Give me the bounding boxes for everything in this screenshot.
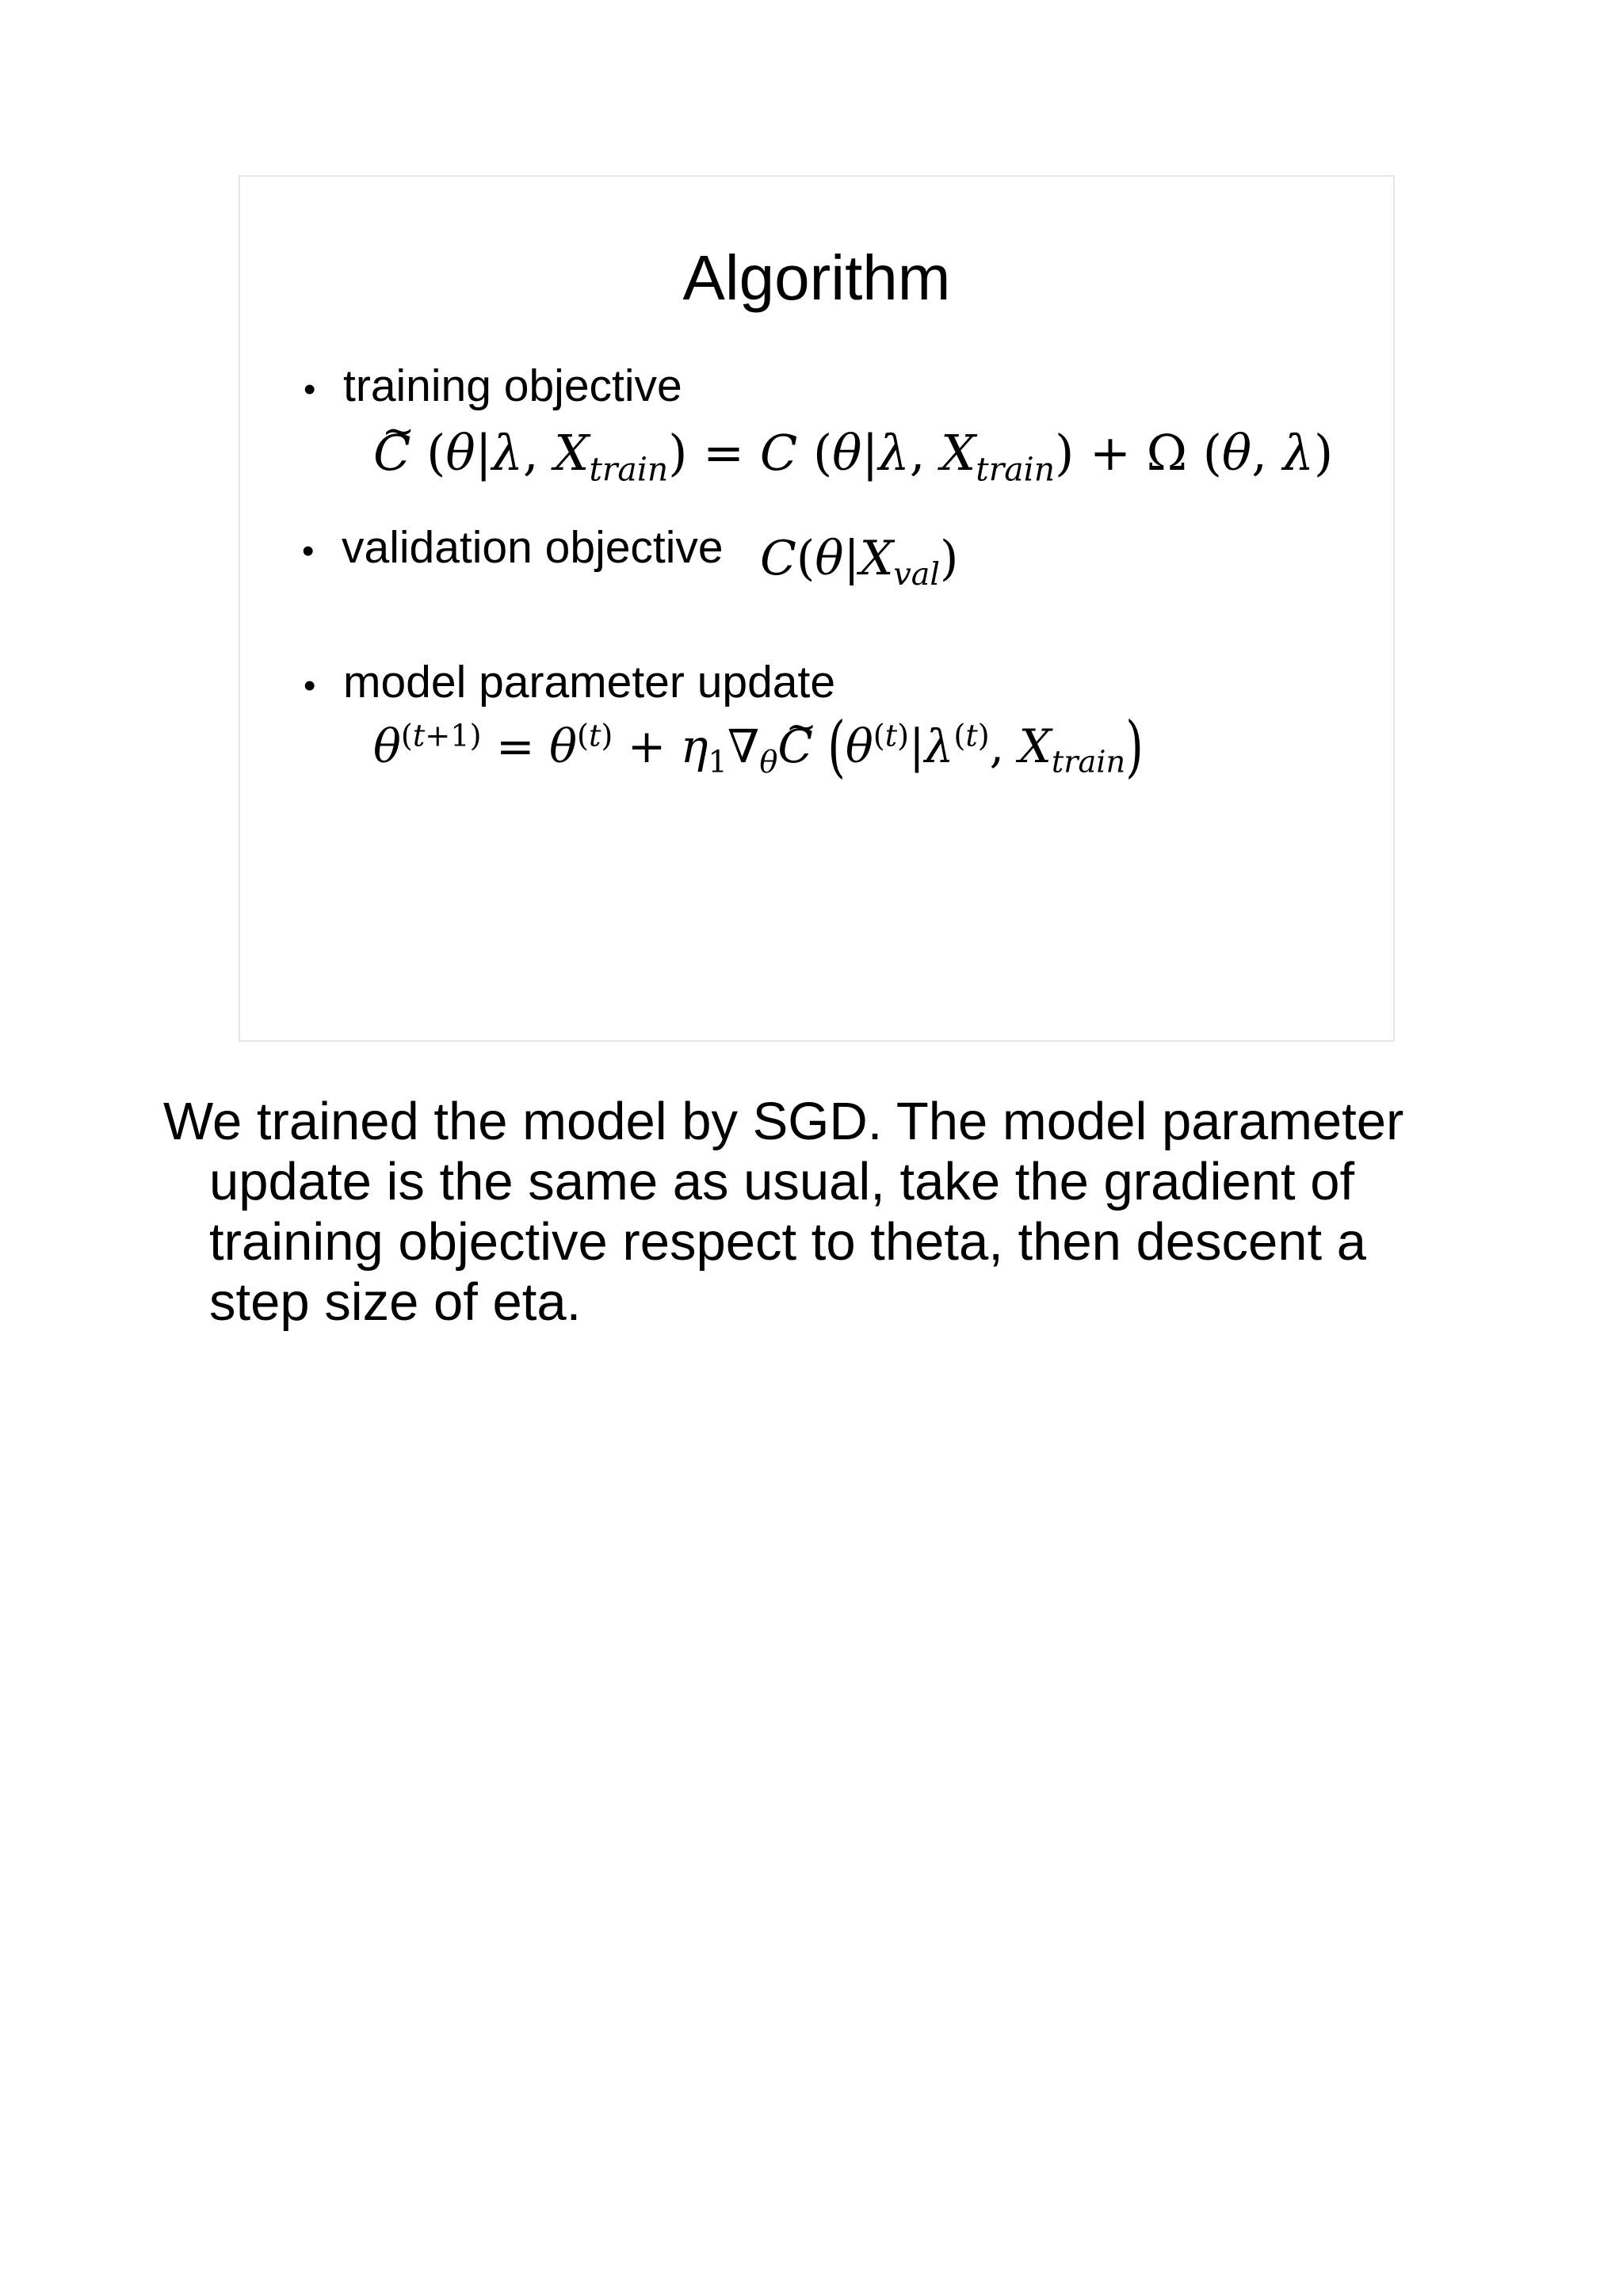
training-objective-formula: ~ C (θ|λ, $X_{train}) = C$ (θ|λ, $X_{train}) + \Omega$ (θ, λ) <box>373 429 1333 478</box>
slide-frame <box>239 175 1395 1042</box>
notes-line: update is the same as usual, take the gradient of <box>209 1152 1355 1211</box>
bullet-model-parameter-update <box>304 656 835 708</box>
bullet-training-objective <box>304 360 682 412</box>
bullet-label: validation objective <box>342 522 724 573</box>
notes-line: We trained the model by SGD. The model parameter <box>163 1092 1404 1151</box>
bullet-dot-icon: • <box>302 532 315 570</box>
notes-line: training objective respect to theta, then descent a <box>209 1212 1367 1272</box>
model-parameter-update-formula: $\theta^{(t+1)} = \theta^{(t)}$ + $\eta_1\nabla_\theta\sim$ C ($\theta^{(t)}|\lambda^{(t)}$, $X_{train}$) <box>373 723 1144 769</box>
validation-objective-formula: $C(\theta|X_{val})$ <box>760 531 959 593</box>
bullet-label: model parameter update <box>343 657 836 707</box>
bullet-dot-icon: • <box>304 666 316 705</box>
bullet-validation-objective <box>302 521 724 574</box>
bullet-dot-icon: • <box>304 370 316 409</box>
slide-title: Algorithm <box>682 242 951 313</box>
bullet-label: training objective <box>343 360 682 411</box>
speaker-notes <box>163 1092 1510 1333</box>
notes-line: step size of eta. <box>209 1272 582 1332</box>
